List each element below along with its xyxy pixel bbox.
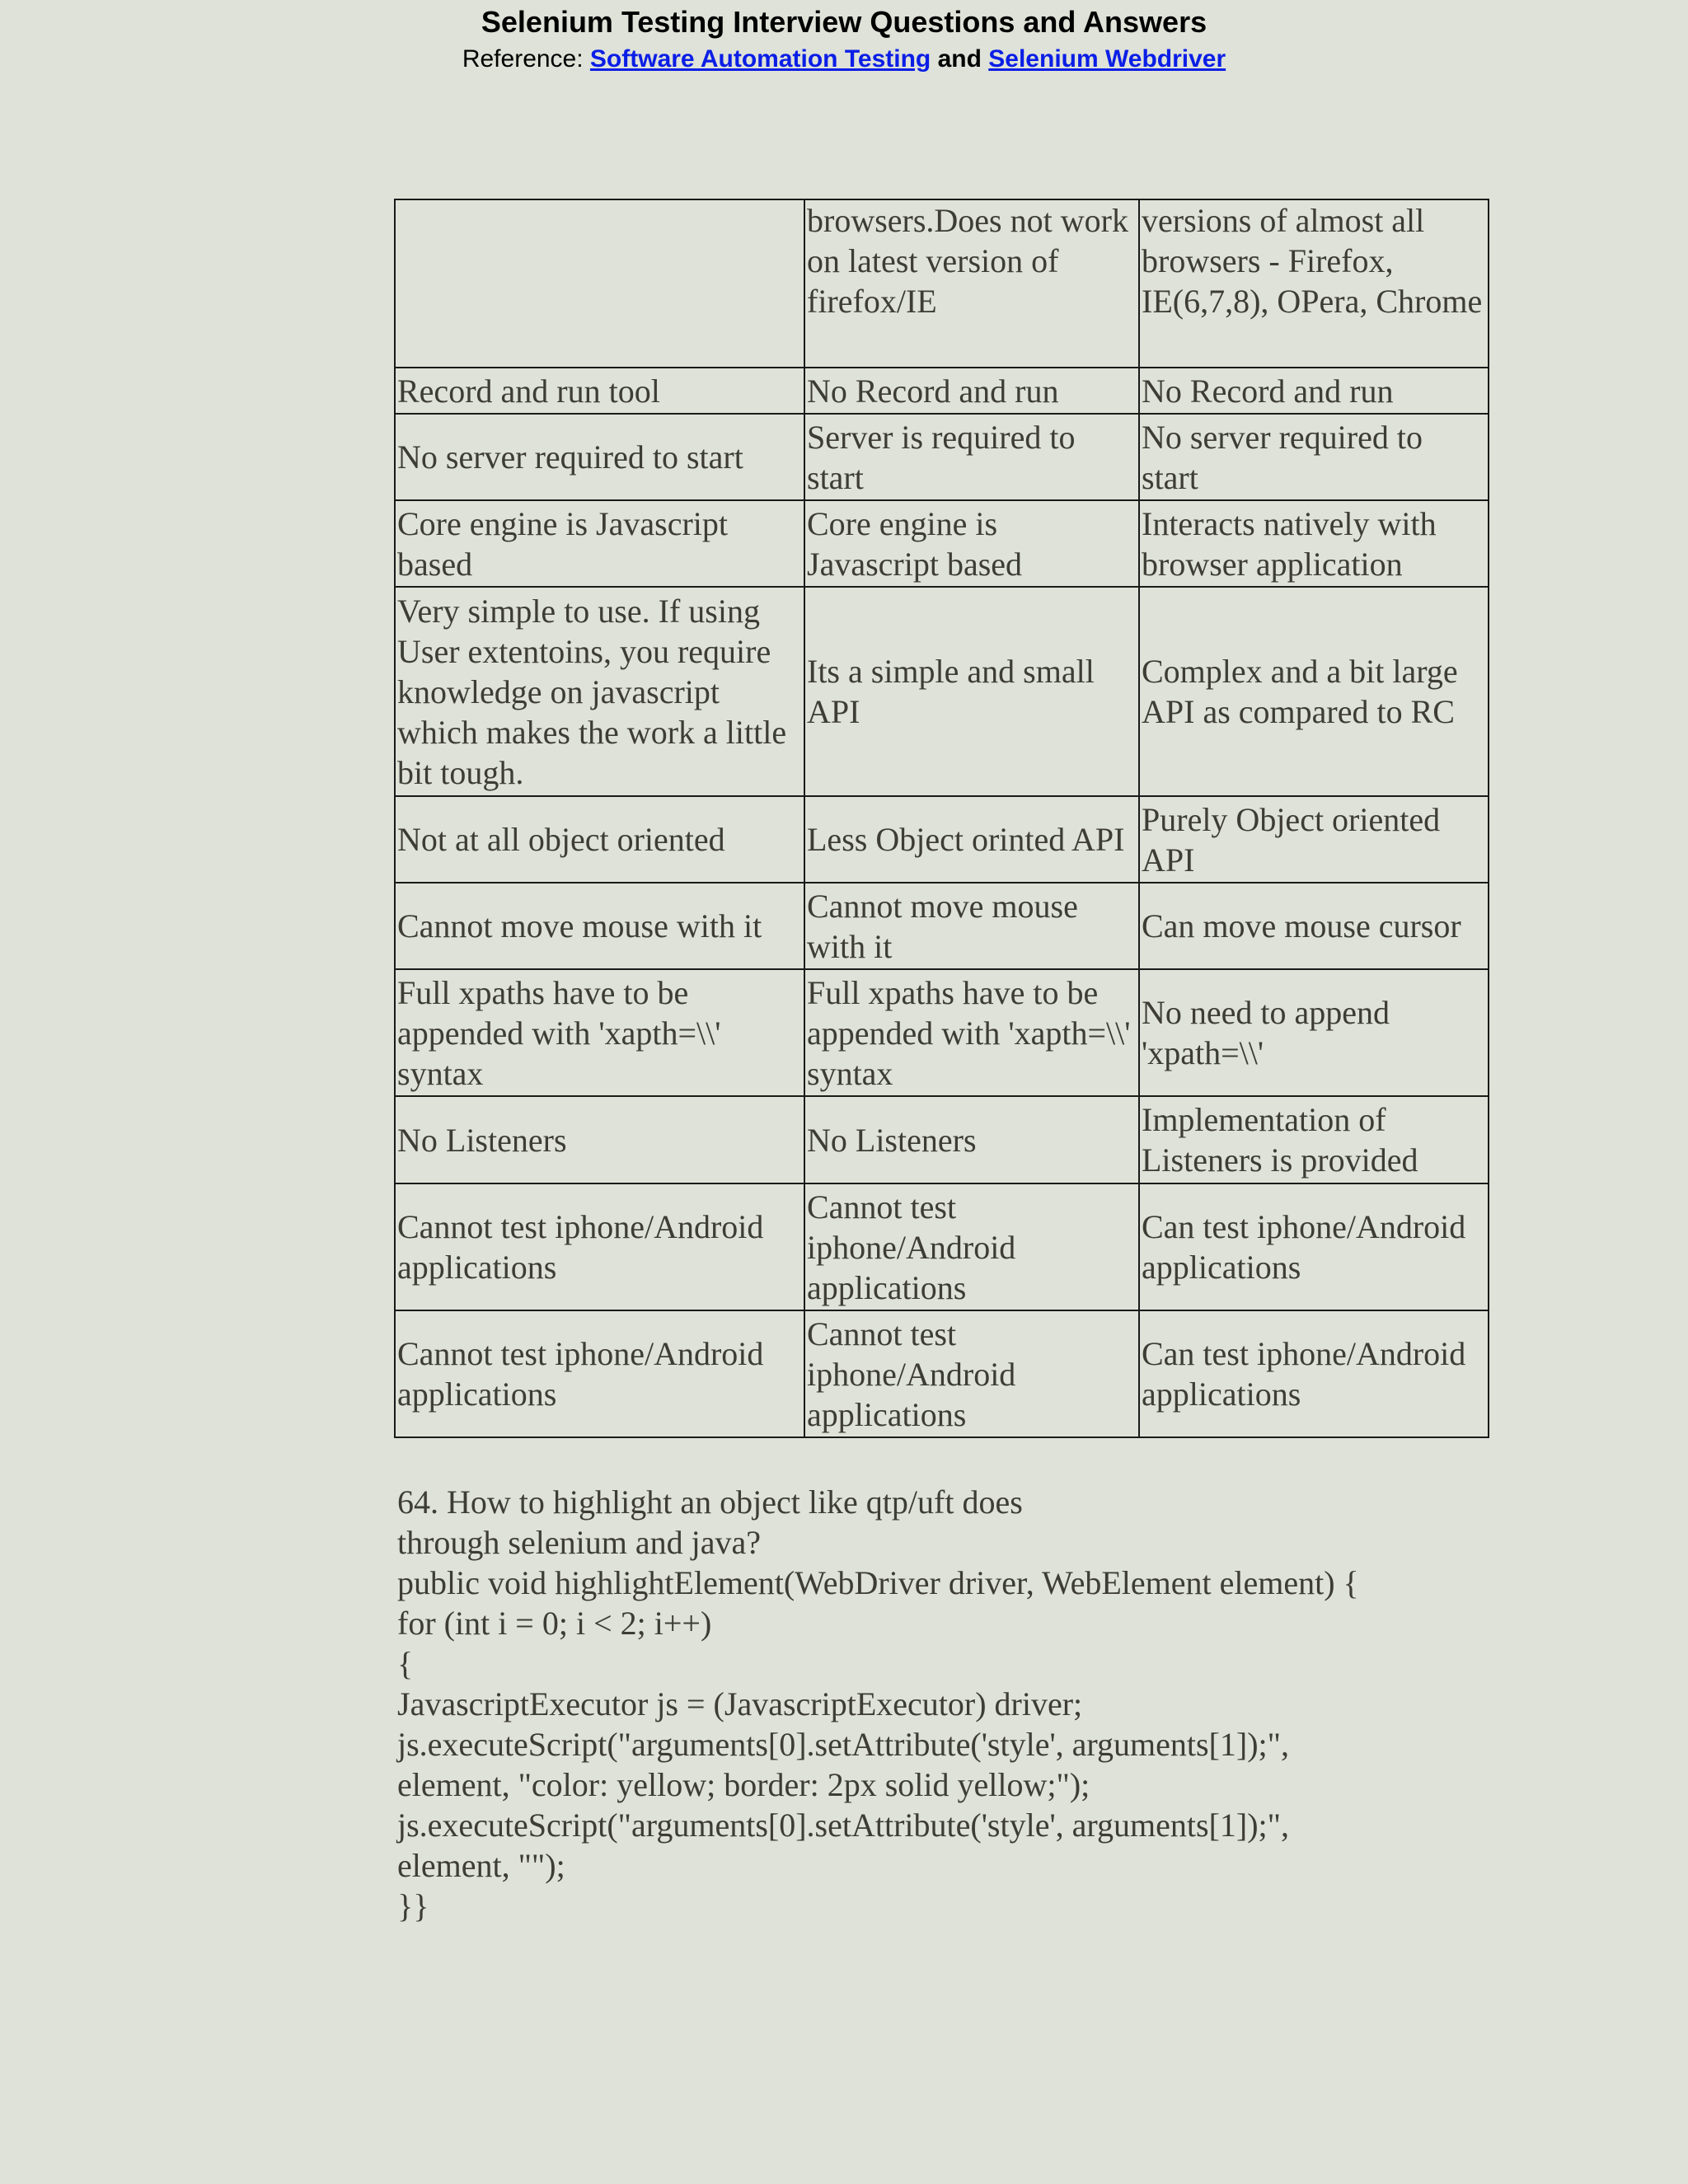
table-cell: Full xpaths have to be appended with 'xapth=\\' syntax	[804, 969, 1139, 1096]
code-line: }}	[397, 1887, 429, 1924]
table-cell: Core engine is Javascript based	[804, 500, 1139, 587]
page-header	[0, 0, 1688, 77]
code-line: JavascriptExecutor js = (JavascriptExecutor) driver;	[397, 1685, 1083, 1722]
table-cell: Implementation of Listeners is provided	[1139, 1096, 1489, 1183]
table-cell: versions of almost all browsers - Firefox, IE(6,7,8), OPera, Chrome	[1139, 199, 1489, 368]
table-cell: No server required to start	[1139, 414, 1489, 500]
table-row	[395, 500, 1489, 587]
table-cell: Cannot test iphone/Android applications	[804, 1310, 1139, 1437]
code-line: js.executeScript("arguments[0].setAttribute('style', arguments[1]);",	[397, 1726, 1289, 1763]
table-row	[395, 368, 1489, 414]
table-cell: Can move mouse cursor	[1139, 883, 1489, 969]
comparison-table	[394, 199, 1489, 1438]
table-row	[395, 969, 1489, 1096]
table-cell: Its a simple and small API	[804, 587, 1139, 796]
table-cell: No Record and run	[1139, 368, 1489, 414]
code-line: element, "");	[397, 1847, 565, 1884]
table-row	[395, 883, 1489, 969]
table-cell: Cannot test iphone/Android applications	[395, 1310, 804, 1437]
table-row	[395, 1183, 1489, 1310]
question-line: through selenium and java?	[397, 1524, 761, 1561]
table-cell: Server is required to start	[804, 414, 1139, 500]
table-cell: Cannot test iphone/Android applications	[395, 1183, 804, 1310]
table-row	[395, 587, 1489, 796]
table-cell: No need to append 'xpath=\\'	[1139, 969, 1489, 1096]
table-cell: No Listeners	[395, 1096, 804, 1183]
reference-and: and	[931, 45, 989, 73]
table-cell: No Record and run	[804, 368, 1139, 414]
table-cell: Core engine is Javascript based	[395, 500, 804, 587]
table-cell: Very simple to use. If using User extentoins, you require knowledge on javascript which makes the work a little bit tough.	[395, 587, 804, 796]
table-row	[395, 1096, 1489, 1183]
table-cell: Cannot move mouse with it	[395, 883, 804, 969]
table-cell: Can test iphone/Android applications	[1139, 1310, 1489, 1437]
table-cell: Cannot test iphone/Android applications	[804, 1183, 1139, 1310]
table-row	[395, 1310, 1489, 1437]
table-cell: Can test iphone/Android applications	[1139, 1183, 1489, 1310]
table-cell: No Listeners	[804, 1096, 1139, 1183]
question-line: 64. How to highlight an object like qtp/uft does	[397, 1483, 1023, 1521]
reference-line	[0, 42, 1688, 77]
table-cell: browsers.Does not work on latest version of firefox/IE	[804, 199, 1139, 368]
code-line: {	[397, 1645, 414, 1682]
table-cell: Less Object orinted API	[804, 796, 1139, 883]
table-cell: Record and run tool	[395, 368, 804, 414]
software-automation-testing-link[interactable]: Software Automation Testing	[589, 45, 931, 73]
code-line: public void highlightElement(WebDriver driver, WebElement element) {	[397, 1564, 1359, 1601]
code-line: js.executeScript("arguments[0].setAttribute('style', arguments[1]);",	[397, 1807, 1289, 1844]
table-cell: Cannot move mouse with it	[804, 883, 1139, 969]
table-cell	[395, 199, 804, 368]
question-64-block	[397, 1482, 1502, 1926]
reference-label: Reference:	[462, 45, 590, 73]
code-line: for (int i = 0; i < 2; i++)	[397, 1605, 712, 1642]
table-row	[395, 414, 1489, 500]
document-title: Selenium Testing Interview Questions and Answers	[481, 5, 1207, 39]
table-row	[395, 199, 1489, 368]
table-cell: Not at all object oriented	[395, 796, 804, 883]
code-line: element, "color: yellow; border: 2px solid yellow;");	[397, 1766, 1090, 1803]
table-cell: Purely Object oriented API	[1139, 796, 1489, 883]
table-row	[395, 796, 1489, 883]
table-cell: Interacts natively with browser application	[1139, 500, 1489, 587]
table-cell: Complex and a bit large API as compared to RC	[1139, 587, 1489, 796]
table-cell: No server required to start	[395, 414, 804, 500]
table-cell: Full xpaths have to be appended with 'xapth=\\' syntax	[395, 969, 804, 1096]
selenium-webdriver-link[interactable]: Selenium Webdriver	[988, 45, 1226, 73]
